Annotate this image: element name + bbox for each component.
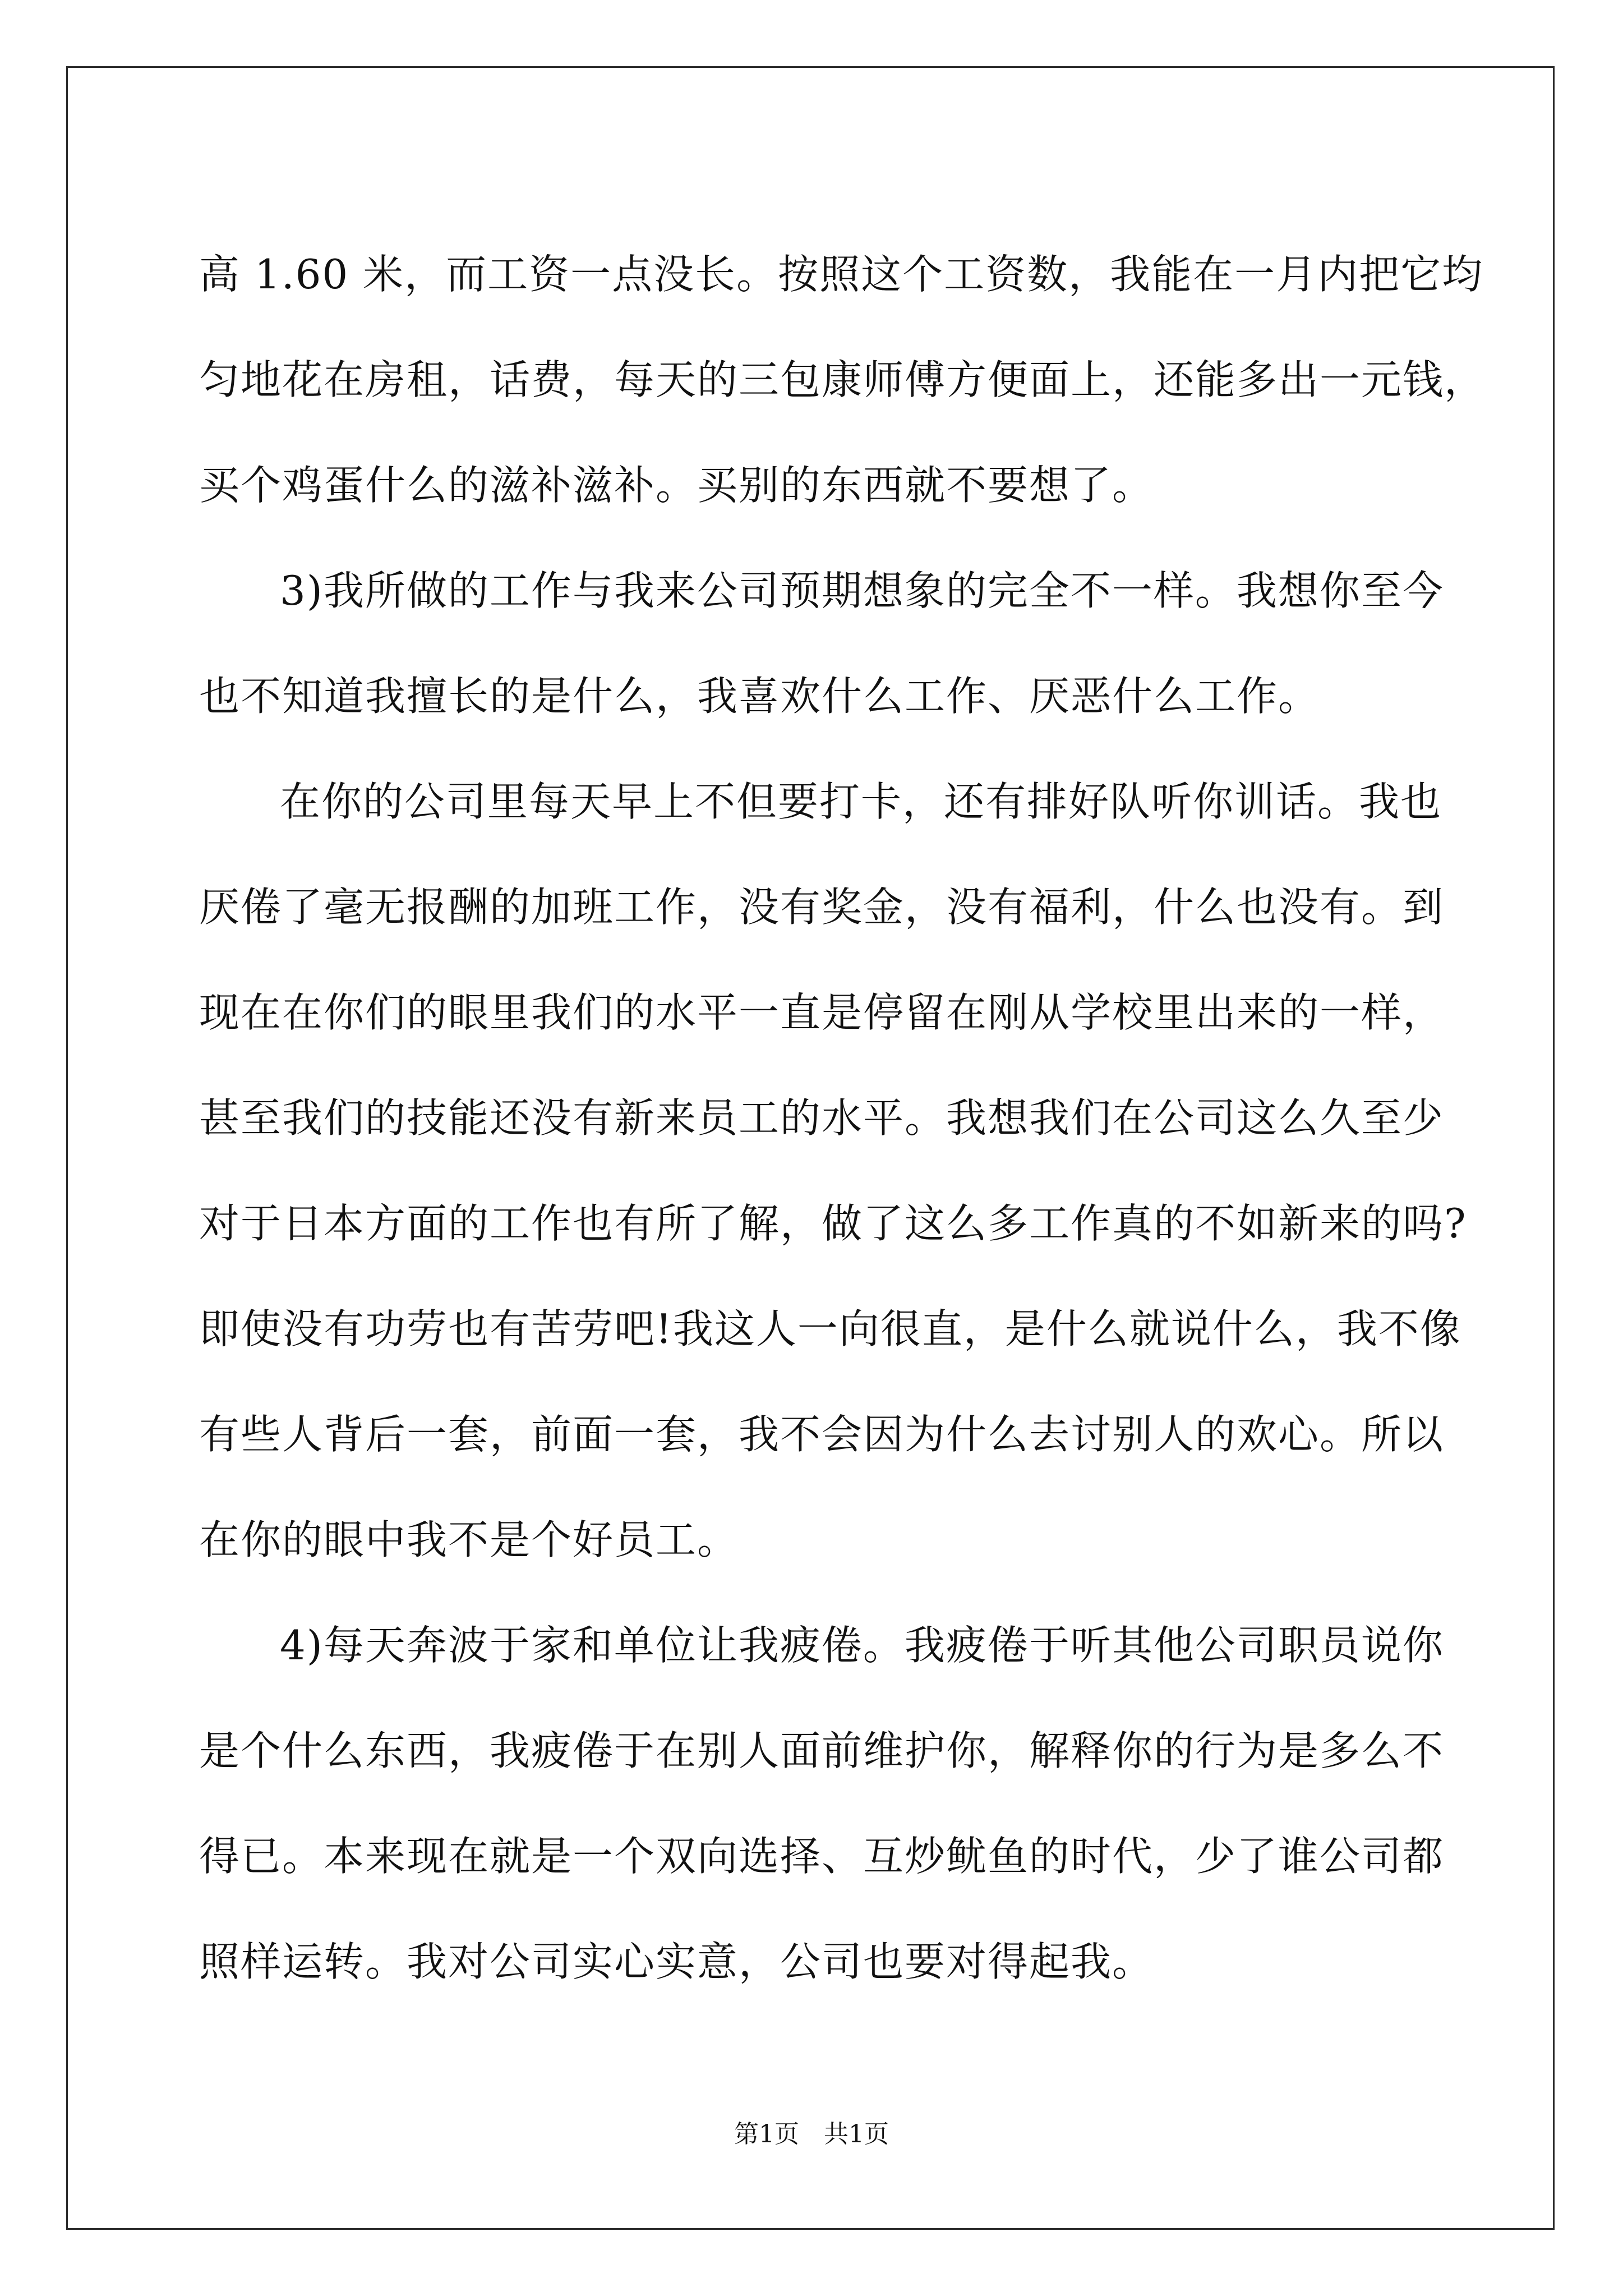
text-line-7: 厌倦了毫无报酬的加班工作，没有奖金，没有福利，什么也没有。到 bbox=[199, 884, 1445, 931]
text-line-10: 对于日本方面的工作也有所了解，做了这么多工作真的不如新来的吗? bbox=[199, 1200, 1467, 1247]
document-body bbox=[199, 222, 1486, 2014]
text-line-12: 有些人背后一套，前面一套，我不会因为什么去讨别人的欢心。所以 bbox=[199, 1411, 1445, 1458]
text-line-16: 得已。本来现在就是一个双向选择、互炒鱿鱼的时代，少了谁公司都 bbox=[199, 1833, 1445, 1880]
text-line-9: 甚至我们的技能还没有新来员工的水平。我想我们在公司这么久至少 bbox=[199, 1094, 1445, 1142]
text-line-6: 在你的公司里每天早上不但要打卡，还有排好队听你训话。我也 bbox=[280, 778, 1442, 825]
page-number-footer: 第1页 共1页 bbox=[734, 2120, 889, 2148]
text-line-3: 买个鸡蛋什么的滋补滋补。买别的东西就不要想了。 bbox=[199, 462, 1154, 509]
text-line-1: 高 1.60 米，而工资一点没长。按照这个工资数，我能在一月内把它均 bbox=[199, 251, 1484, 298]
text-line-8: 现在在你们的眼里我们的水平一直是停留在刚从学校里出来的一样， bbox=[199, 989, 1445, 1036]
text-line-11: 即使没有功劳也有苦劳吧!我这人一向很直，是什么就说什么，我不像 bbox=[199, 1305, 1461, 1352]
text-line-2: 匀地花在房租，话费，每天的三包康师傅方便面上，还能多出一元钱， bbox=[199, 356, 1486, 403]
text-line-17: 照样运转。我对公司实心实意，公司也要对得起我。 bbox=[199, 1938, 1154, 1985]
text-line-14: 4)每天奔波于家和单位让我疲倦。我疲倦于听其他公司职员说你 bbox=[280, 1622, 1444, 1669]
text-line-5: 也不知道我擅长的是什么，我喜欢什么工作、厌恶什么工作。 bbox=[199, 673, 1320, 720]
text-line-13: 在你的眼中我不是个好员工。 bbox=[199, 1516, 739, 1563]
text-line-4: 3)我所做的工作与我来公司预期想象的完全不一样。我想你至今 bbox=[280, 567, 1444, 614]
text-line-15: 是个什么东西，我疲倦于在别人面前维护你，解释你的行为是多么不 bbox=[199, 1727, 1445, 1774]
